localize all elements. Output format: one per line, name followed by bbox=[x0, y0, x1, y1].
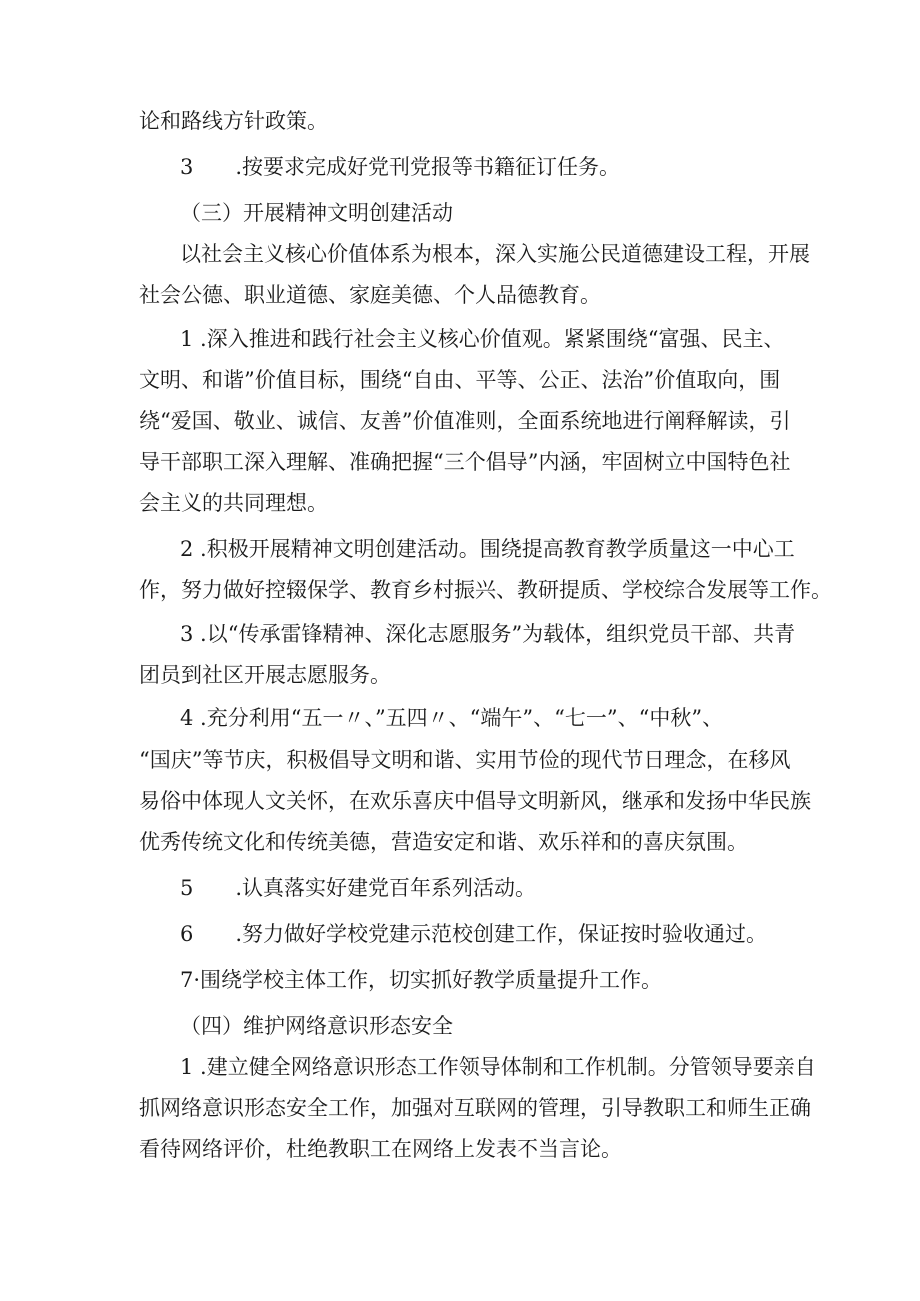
text-line: 社会公德、职业道德、家庭美德、个人品德教育。 bbox=[139, 283, 601, 307]
list-item: 7·围绕学校主体工作，切实抓好教学质量提升工作。 bbox=[180, 968, 663, 992]
text-line: 易俗中体现人文关怀，在欢乐喜庆中倡导文明新风，继承和发扬中华民族 bbox=[139, 789, 811, 813]
list-item: 6 .努力做好学校党建示范校创建工作，保证按时验收通过。 bbox=[180, 922, 768, 946]
text-line: 以社会主义核心价值体系为根本，深入实施公民道德建设工程，开展 bbox=[180, 242, 810, 266]
list-item: 3 .按要求完成好党刊党报等书籍征订任务。 bbox=[180, 155, 621, 179]
text-line: 优秀传统文化和传统美德，营造安定和谐、欢乐祥和的喜庆氛围。 bbox=[139, 830, 748, 854]
list-item: 1 .建立健全网络意识形态工作领导体制和工作机制。分管领导要亲自 bbox=[180, 1055, 816, 1079]
text-line: 会主义的共同理想。 bbox=[139, 491, 328, 515]
list-item: 4 .充分利用“五一〃、”五四〃、“端午”、“七一”、“中秋”、 bbox=[180, 706, 724, 730]
text-line: 文明、和谐”价值目标，围绕“自由、平等、公正、法治”价值取向，围 bbox=[139, 368, 781, 392]
text-line: 绕“爱国、敬业、诚信、友善”价值准则，全面系统地进行阐释解读，引 bbox=[139, 409, 791, 433]
list-item: 2 .积极开展精神文明创建活动。围绕提高教育教学质量这一中心工 bbox=[180, 537, 795, 561]
text-line: 导干部职工深入理解、准确把握“三个倡导”内涵，牢固树立中国特色社 bbox=[139, 450, 791, 474]
text-line: 论和路线方针政策。 bbox=[139, 109, 328, 133]
list-item: 3 .以“传承雷锋精神、深化志愿服务”为载体，组织党员干部、共青 bbox=[180, 622, 796, 646]
text-line: 看待网络评价，杜绝教职工在网络上发表不当言论。 bbox=[139, 1137, 622, 1161]
text-line: 团员到社区开展志愿服务。 bbox=[139, 663, 391, 687]
text-line: “国庆”等节庆，积极倡导文明和谐、实用节俭的现代节日理念，在移风 bbox=[139, 748, 791, 772]
section-heading: （三）开展精神文明创建活动 bbox=[180, 201, 453, 225]
section-heading: （四）维护网络意识形态安全 bbox=[180, 1014, 453, 1038]
text-line: 作，努力做好控辍保学、教育乡村振兴、教研提质、学校综合发展等工作。 bbox=[139, 578, 832, 602]
list-item: 1 .深入推进和践行社会主义核心价值观。紧紧围绕“富强、民主、 bbox=[180, 327, 785, 351]
text-line: 抓网络意识形态安全工作，加强对互联网的管理，引导教职工和师生正确 bbox=[139, 1096, 811, 1120]
list-item: 5 .认真落实好建党百年系列活动。 bbox=[180, 876, 537, 900]
